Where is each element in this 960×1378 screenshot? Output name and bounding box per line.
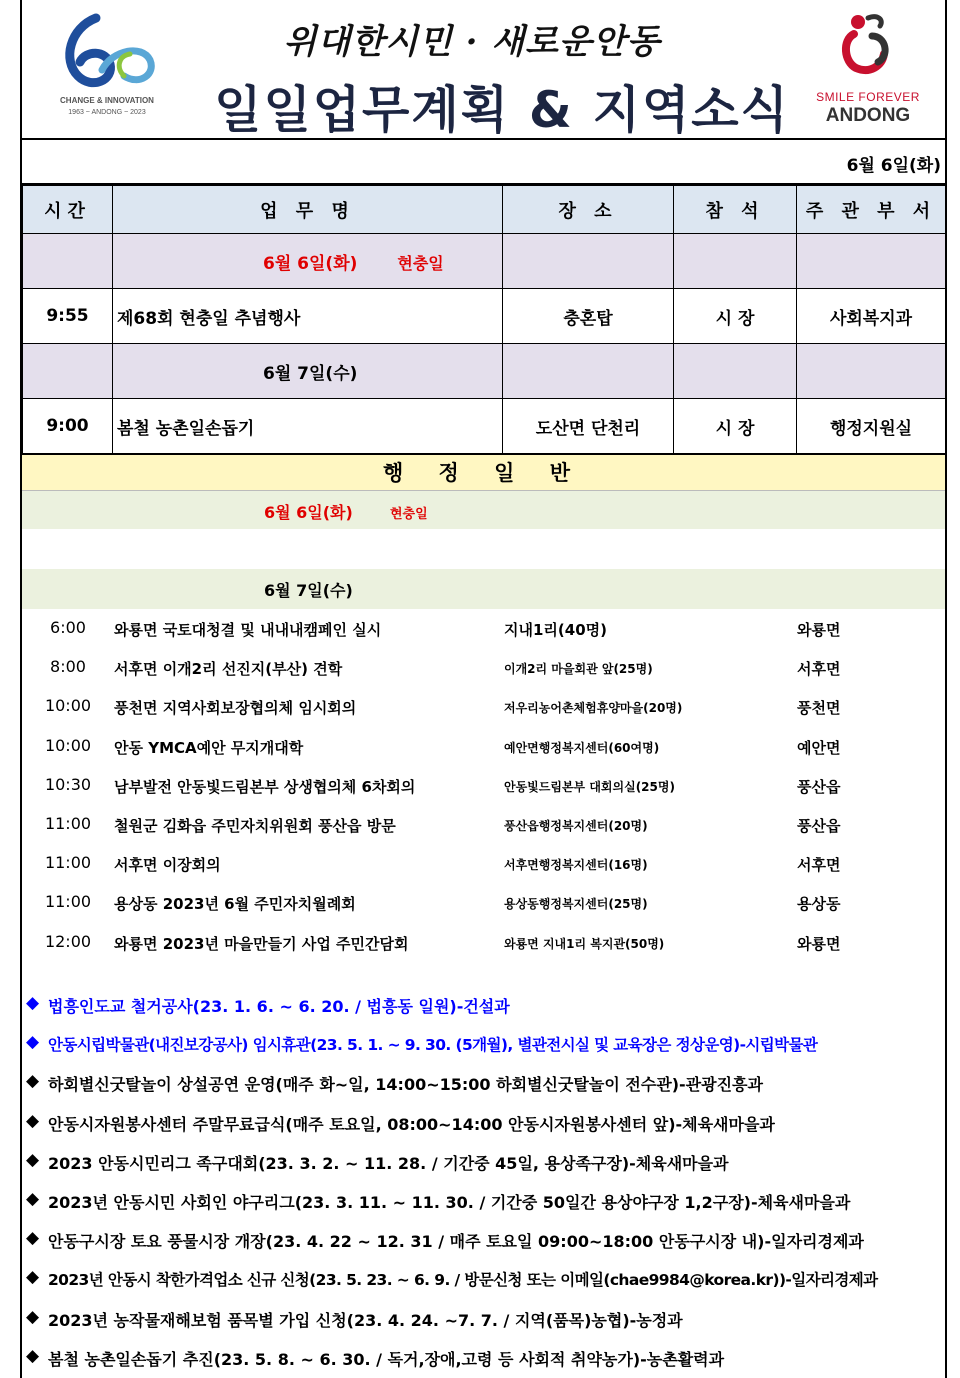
item-org: 와룡면 bbox=[797, 621, 841, 639]
item-event: 풍천면 지역사회보장협의체 임시회의 bbox=[114, 699, 357, 718]
admin-date-band bbox=[22, 491, 945, 529]
table-header-row bbox=[23, 186, 946, 234]
item-org: 풍산읍 bbox=[797, 777, 841, 796]
col-header-department: 주 관 부 서 bbox=[797, 186, 946, 234]
diamond-bullet-icon: ◆ bbox=[26, 1306, 40, 1327]
notice-item bbox=[22, 1142, 945, 1181]
diamond-bullet-icon: ◆ bbox=[26, 1228, 40, 1249]
band-date: 6월 7일(수) bbox=[264, 581, 353, 600]
mayor-schedule-table bbox=[22, 185, 946, 454]
diamond-bullet-icon: ◆ bbox=[26, 1345, 40, 1366]
band-date: 6월 6일(화) bbox=[264, 503, 353, 522]
row-department: 사회복지과 bbox=[797, 289, 946, 344]
notice-item bbox=[22, 985, 945, 1024]
andong-tagline: SMILE FOREVER bbox=[816, 90, 920, 104]
notice-item bbox=[22, 1220, 945, 1259]
row-attendee: 시 장 bbox=[674, 289, 797, 344]
document-page bbox=[20, 0, 947, 1378]
notice-text: 하회별신굿탈놀이 상설공연 운영(매주 화~일, 14:00~15:00 하회별신굿탈놀이 전수관)-관광진흥과 bbox=[48, 1075, 763, 1095]
item-place: 예안면행정복지센터(60여명) bbox=[504, 740, 660, 755]
band-date: 6월 6일(화) bbox=[263, 253, 358, 274]
item-event: 서후면 이개2리 선진지(부산) 견학 bbox=[114, 660, 343, 679]
item-org: 예안면 bbox=[797, 738, 841, 757]
notice-item bbox=[22, 1024, 945, 1063]
item-place: 이개2리 마을회관 앞(25명) bbox=[504, 662, 653, 677]
list-item bbox=[22, 727, 945, 766]
list-item bbox=[22, 805, 945, 844]
item-org: 와룡면 bbox=[797, 934, 841, 953]
table-row bbox=[23, 289, 946, 344]
item-event: 와룡면 2023년 마을만들기 사업 주민간담회 bbox=[114, 934, 409, 953]
row-event: 봄철 농촌일손돕기 bbox=[113, 399, 503, 454]
row-place: 충혼탑 bbox=[503, 289, 674, 344]
row-time: 9:55 bbox=[23, 289, 113, 344]
row-time: 9:00 bbox=[23, 399, 113, 454]
item-event: 철원군 김화읍 주민자치위원회 풍산읍 방문 bbox=[114, 816, 396, 835]
diamond-bullet-icon: ◆ bbox=[26, 1149, 40, 1170]
admin-section-title: 행 정 일 반 bbox=[22, 453, 945, 491]
table-row bbox=[23, 399, 946, 454]
admin-date-band bbox=[22, 569, 945, 609]
diamond-bullet-icon: ◆ bbox=[26, 1071, 40, 1092]
item-event: 서후면 이장회의 bbox=[114, 856, 221, 875]
report-date-row bbox=[22, 140, 945, 185]
notice-item bbox=[22, 1181, 945, 1220]
holiday-note: 현충일 bbox=[390, 507, 428, 522]
item-time: 6:00 bbox=[50, 618, 86, 637]
report-date: 6월 6일(화) bbox=[846, 156, 941, 176]
item-org: 서후면 bbox=[797, 660, 841, 679]
item-org: 풍천면 bbox=[797, 699, 841, 718]
item-event: 와룡면 국토대청결 및 내내내캠페인 실시 bbox=[114, 621, 382, 639]
item-place: 안동빛드림본부 대회의실(25명) bbox=[504, 779, 675, 794]
diamond-bullet-icon: ◆ bbox=[26, 1188, 40, 1209]
list-item bbox=[22, 844, 945, 883]
band-date: 6월 7일(수) bbox=[263, 363, 358, 384]
notice-text: 2023년 안동시민 사회인 야구리그(23. 3. 11. ~ 11. 30. / 기간중 50일간 용상야구장 1,2구장)-체육새마을과 bbox=[48, 1192, 851, 1212]
andong-brand-logo bbox=[808, 10, 928, 130]
col-header-attendee: 참 석 bbox=[674, 186, 797, 234]
item-place: 저우리농어촌체험휴양마을(20명) bbox=[504, 701, 683, 716]
logo60-years: 1963 ~ ANDONG ~ 2023 bbox=[68, 109, 146, 116]
item-time: 12:00 bbox=[44, 931, 92, 951]
item-place: 풍산읍행정복지센터(20명) bbox=[504, 818, 648, 833]
list-item bbox=[22, 687, 945, 726]
list-item bbox=[22, 648, 945, 687]
notice-text: 법흥인도교 철거공사(23. 1. 6. ~ 6. 20. / 법흥동 일원)-건설과 bbox=[48, 997, 510, 1016]
item-time: 10:00 bbox=[44, 735, 92, 755]
row-place: 도산면 단천리 bbox=[503, 399, 674, 454]
notice-item bbox=[22, 1063, 945, 1102]
item-place: 와룡면 지내1리 복지관(50명) bbox=[504, 936, 665, 951]
item-place: 서후면행정복지센터(16명) bbox=[504, 858, 648, 873]
notice-text: 봄철 농촌일손돕기 추진(23. 5. 8. ~ 6. 30. / 독거,장애,고령 등 사회적 취약농가)-농촌활력과 bbox=[48, 1349, 725, 1369]
notice-item bbox=[22, 1338, 945, 1377]
holiday-note: 현충일 bbox=[397, 253, 444, 273]
andong-wordmark: ANDONG bbox=[825, 105, 911, 126]
item-time: 11:00 bbox=[44, 892, 92, 912]
item-org: 풍산읍 bbox=[797, 816, 841, 835]
list-item bbox=[22, 883, 945, 922]
notice-text: 2023 안동시민리그 족구대회(23. 3. 2. ~ 11. 28. / 기간중 45일, 용상족구장)-체육새마을과 bbox=[48, 1153, 729, 1173]
admin-empty-row bbox=[22, 529, 945, 569]
notice-text: 안동구시장 토요 풍물시장 개장(23. 4. 22 ~ 12. 31 / 매주 토요일 09:00~18:00 안동구시장 내)-일자리경제과 bbox=[48, 1232, 864, 1252]
notice-item bbox=[22, 1259, 945, 1298]
notice-text: 안동시자원봉사센터 주말무료급식(매주 토요일, 08:00~14:00 안동시자원봉사센터 앞)-체육새마을과 bbox=[48, 1114, 775, 1134]
item-org: 서후면 bbox=[797, 856, 841, 875]
row-event: 제68회 현충일 추념행사 bbox=[113, 289, 503, 344]
sixty-logo-icon bbox=[52, 10, 162, 95]
notice-item bbox=[22, 1299, 945, 1338]
item-place: 지내1리(40명) bbox=[504, 621, 607, 639]
andong-symbol-icon bbox=[808, 10, 928, 90]
col-header-time: 시간 bbox=[23, 186, 113, 234]
date-band-row bbox=[23, 344, 946, 399]
diamond-bullet-icon: ◆ bbox=[26, 1267, 40, 1288]
row-department: 행정지원실 bbox=[797, 399, 946, 454]
logo60-caption: CHANGE & INNOVATION bbox=[60, 96, 154, 105]
col-header-place: 장 소 bbox=[503, 186, 674, 234]
item-event: 남부발전 안동빛드림본부 상생협의체 6차회의 bbox=[114, 777, 416, 796]
document-header bbox=[22, 0, 945, 140]
admin-event-list bbox=[22, 609, 945, 962]
list-item bbox=[22, 609, 945, 648]
item-time: 11:00 bbox=[44, 813, 92, 833]
notice-text: 안동시립박물관(내진보강공사) 임시휴관(23. 5. 1. ~ 9. 30. (5개월), 별관전시실 및 교육장은 정상운영)-시립박물관 bbox=[48, 1036, 818, 1055]
item-time: 11:00 bbox=[44, 853, 92, 873]
item-event: 용상동 2023년 6월 주민자치월례회 bbox=[114, 895, 356, 914]
item-time: 8:00 bbox=[50, 657, 86, 677]
anniversary-60-logo bbox=[52, 10, 162, 125]
regional-notice-list bbox=[22, 985, 945, 1377]
item-org: 용상동 bbox=[797, 895, 841, 914]
notice-item bbox=[22, 1103, 945, 1142]
list-item bbox=[22, 766, 945, 805]
item-event: 안동 YMCA예안 무지개대학 bbox=[114, 738, 304, 757]
item-time: 10:30 bbox=[44, 774, 92, 794]
col-header-event: 업 무 명 bbox=[113, 186, 503, 234]
notice-text: 2023년 안동시 착한가격업소 신규 신청(23. 5. 23. ~ 6. 9. / 방문신청 또는 이메일(chae9984@korea.kr))-일자리경제과 bbox=[48, 1271, 878, 1290]
city-slogan: 위대한시민 · 새로운안동 bbox=[283, 22, 661, 62]
item-time: 10:00 bbox=[44, 696, 92, 716]
list-item bbox=[22, 923, 945, 962]
notice-text: 2023년 농작물재해보험 품목별 가입 신청(23. 4. 24. ~7. 7. / 지역(품목)농협)-농정과 bbox=[48, 1310, 683, 1330]
date-band-row bbox=[23, 234, 946, 289]
diamond-bullet-icon: ◆ bbox=[26, 1032, 40, 1053]
diamond-bullet-icon: ◆ bbox=[26, 1110, 40, 1131]
diamond-bullet-icon: ◆ bbox=[26, 993, 40, 1013]
item-place: 용상동행정복지센터(25명) bbox=[504, 897, 648, 912]
row-attendee: 시 장 bbox=[674, 399, 797, 454]
page-title: 일일업무계획 & 지역소식 bbox=[214, 81, 790, 139]
